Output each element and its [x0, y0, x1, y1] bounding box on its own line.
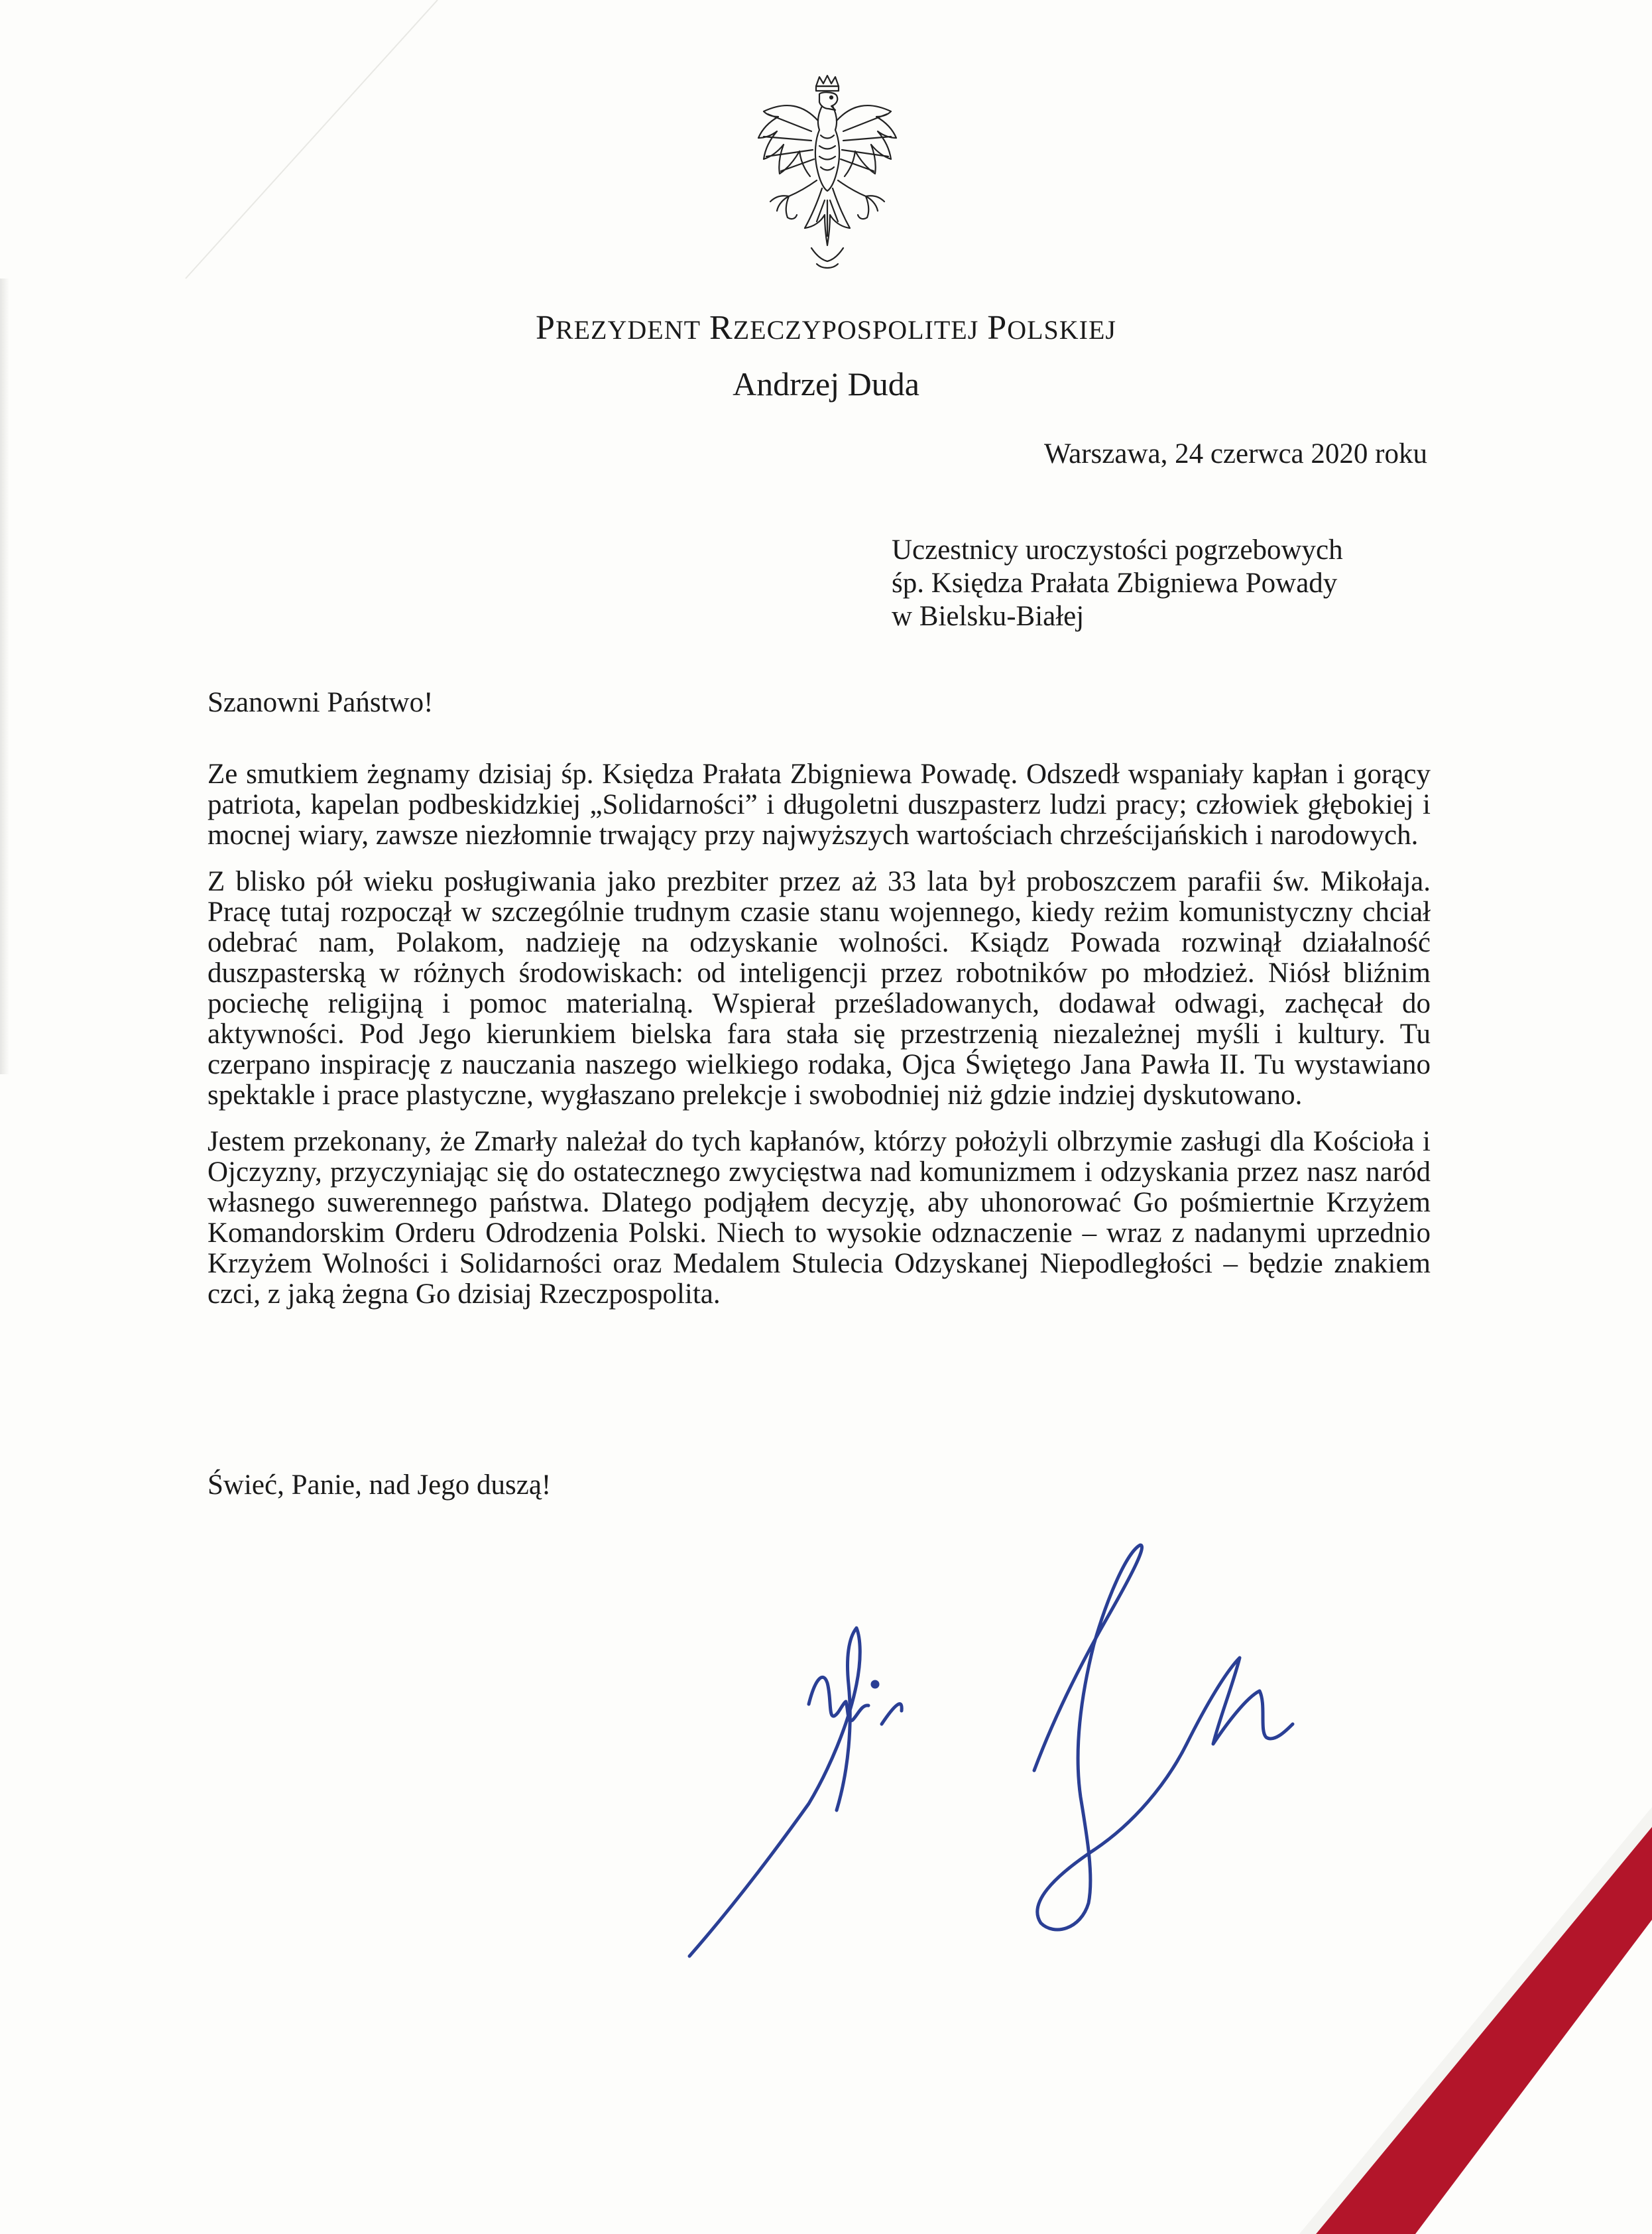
title-word: OLSKIEJ	[1007, 315, 1116, 345]
addressee-line: w Bielsku-Białej	[892, 601, 1085, 632]
body-paragraph: Jestem przekonany, że Zmarły należał do tych kapłanów, którzy położyli olbrzymie zasługi dla Kościoła i Ojczyzny, przyczyniając się do ostatecznego zwycięstwa nad komunizmem i odzyskania przez nasz naród własnego suwerennego państwa. Dlatego podjąłem decyzję, aby uhonorować Go pośmiertnie Krzyżem Komandorskim Orderu Odrodzenia Polski. Niech to wysokie odznaczenie – wraz z nadanymi uprzednio Krzyżem Wolności i Solidarności oraz Medalem Stulecia Odzyskanej Niepodległości – będzie znakiem czci, z jaką żegna Go dzisiaj Rzeczpospolita.	[207, 1126, 1431, 1310]
closing-line: Świeć, Panie, nad Jego duszą!	[207, 1469, 552, 1501]
body-paragraph: Ze smutkiem żegnamy dzisiaj śp. Księdza Prałata Zbigniewa Powadę. Odszedł wspaniały kapłan i gorący patriota, kapelan podbeskidzkiej „Solidarności” i długoletni duszpasterz ludzi pracy; człowiek głębokiej i mocnej wiary, zawsze niezłomnie trwający przy najwyższych wartościach chrześcijańskich i narodowych.	[207, 759, 1431, 851]
president-name: Andrzej Duda	[733, 365, 919, 403]
title-initial: R	[709, 309, 733, 347]
addressee-line: Uczestnicy uroczystości pogrzebowych	[892, 534, 1343, 566]
white-eagle-emblem-icon	[748, 74, 907, 280]
addressee-line: śp. Księdza Prałata Zbigniewa Powady	[892, 568, 1338, 599]
handwritten-signature	[683, 1505, 1386, 1969]
salutation: Szanowni Państwo!	[207, 687, 434, 718]
title-initial: P	[987, 309, 1008, 347]
title-initial: P	[536, 309, 556, 347]
body-paragraph: Z blisko pół wieku posługiwania jako prezbiter przez aż 33 lata był proboszczem parafii św. Mikołaja. Pracę tutaj rozpoczął w szczególnie trudnym czasie stanu wojennego, kiedy reżim komunistyczny chciał odebrać nam, Polakom, nadzieję na odzyskanie wolności. Ksiądz Powada rozwinął działalność duszpasterską w różnych środowiskach: od inteligencji przez robotników po młodzież. Niósł bliźnim pociechę religijną i pomoc materialną. Wspierał prześladowanych, dodawał odwagi, zachęcał do aktywności. Pod Jego kierunkiem bielska fara stała się przestrzenią niezależnej myśli i kultury. Tu czerpano inspirację z nauczania naszego wielkiego rodaka, Ojca Świętego Jana Pawła II. Tu wystawiano spektakle i prace plastyczne, wygłaszano prelekcje i swobodniej niż gdzie indziej dyskutowano.	[207, 866, 1431, 1111]
letterhead-title	[0, 308, 1652, 347]
letter-date: Warszawa, 24 czerwca 2020 roku	[1044, 438, 1427, 469]
letter-body	[207, 759, 1431, 1326]
title-word: ZECZYPOSPOLITEJ	[733, 315, 979, 345]
addressee-block	[892, 534, 1343, 633]
title-word: REZYDENT	[555, 315, 701, 345]
